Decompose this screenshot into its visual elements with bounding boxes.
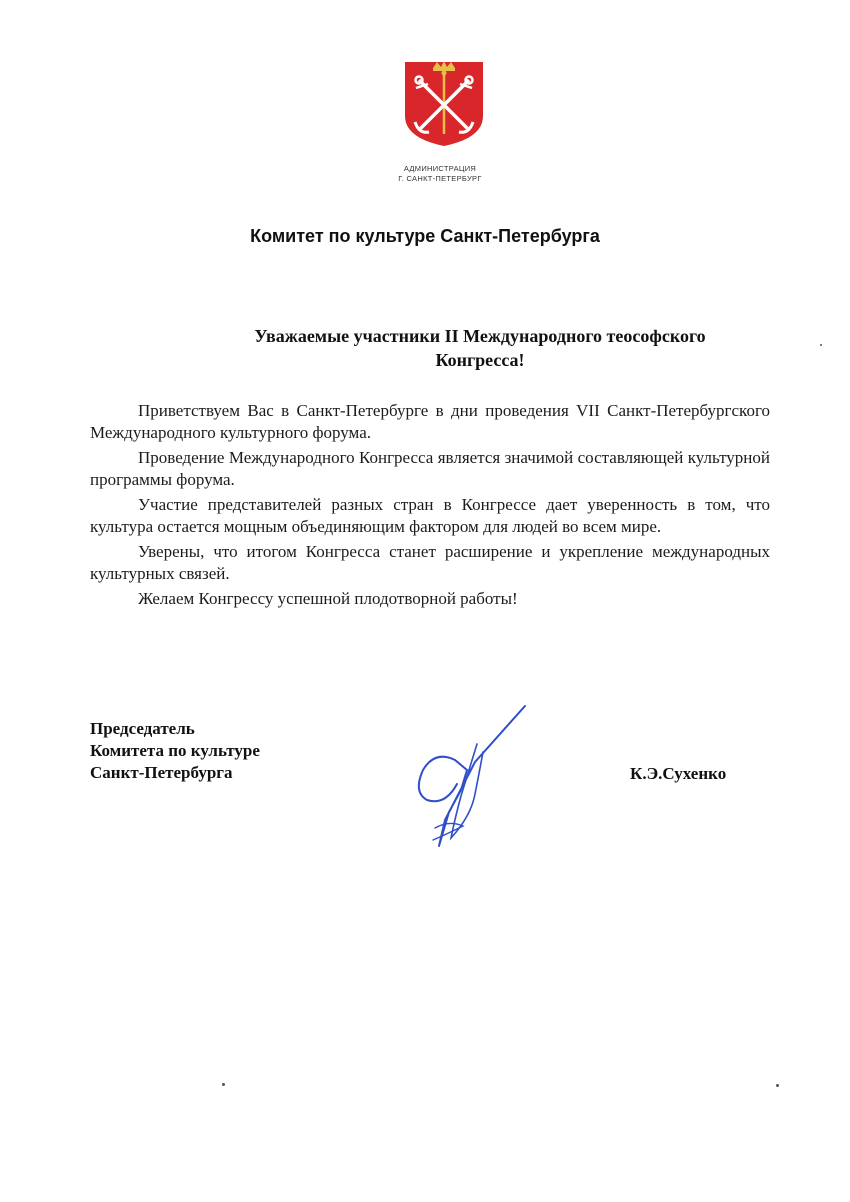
admin-line-1: АДМИНИСТРАЦИЯ <box>403 164 477 173</box>
letter-body <box>90 400 770 614</box>
administration-caption <box>350 164 530 184</box>
signer-position-line-2: Комитета по культуре <box>90 741 260 760</box>
signer-position <box>90 718 350 784</box>
saint-petersburg-coat-of-arms-icon <box>403 58 485 148</box>
salutation-line-2: Конгресса! <box>435 350 525 370</box>
signer-name: К.Э.Сухенко <box>630 764 727 783</box>
committee-title: Комитет по культуре Санкт-Петербурга <box>250 226 600 246</box>
scan-speck <box>776 1084 779 1087</box>
paragraph: Уверены, что итогом Конгресса станет расширение и укрепление международных культурных связей. <box>90 542 770 583</box>
scan-speck <box>222 1083 225 1086</box>
paragraph: Желаем Конгрессу успешной плодотворной работы! <box>138 589 518 608</box>
paragraph: Участие представителей разных стран в Конгрессе дает уверенность в том, что культура остается мощным объединяющим фактором для людей во всем мире. <box>90 495 770 536</box>
salutation <box>200 324 760 372</box>
salutation-line-1: Уважаемые участники II Международного теософского <box>254 326 706 346</box>
scan-speck <box>820 344 822 346</box>
signer-position-line-3: Санкт-Петербурга <box>90 763 233 782</box>
paragraph: Проведение Международного Конгресса является значимой составляющей культурной программы форума. <box>90 448 770 489</box>
admin-line-2: Г. САНКТ-ПЕТЕРБУРГ <box>398 174 482 183</box>
paragraph: Приветствуем Вас в Санкт-Петербурге в дни проведения VII Санкт-Петербургского Международного культурного форума. <box>90 401 770 442</box>
signer-position-line-1: Председатель <box>90 719 195 738</box>
handwritten-signature-icon <box>405 700 535 850</box>
